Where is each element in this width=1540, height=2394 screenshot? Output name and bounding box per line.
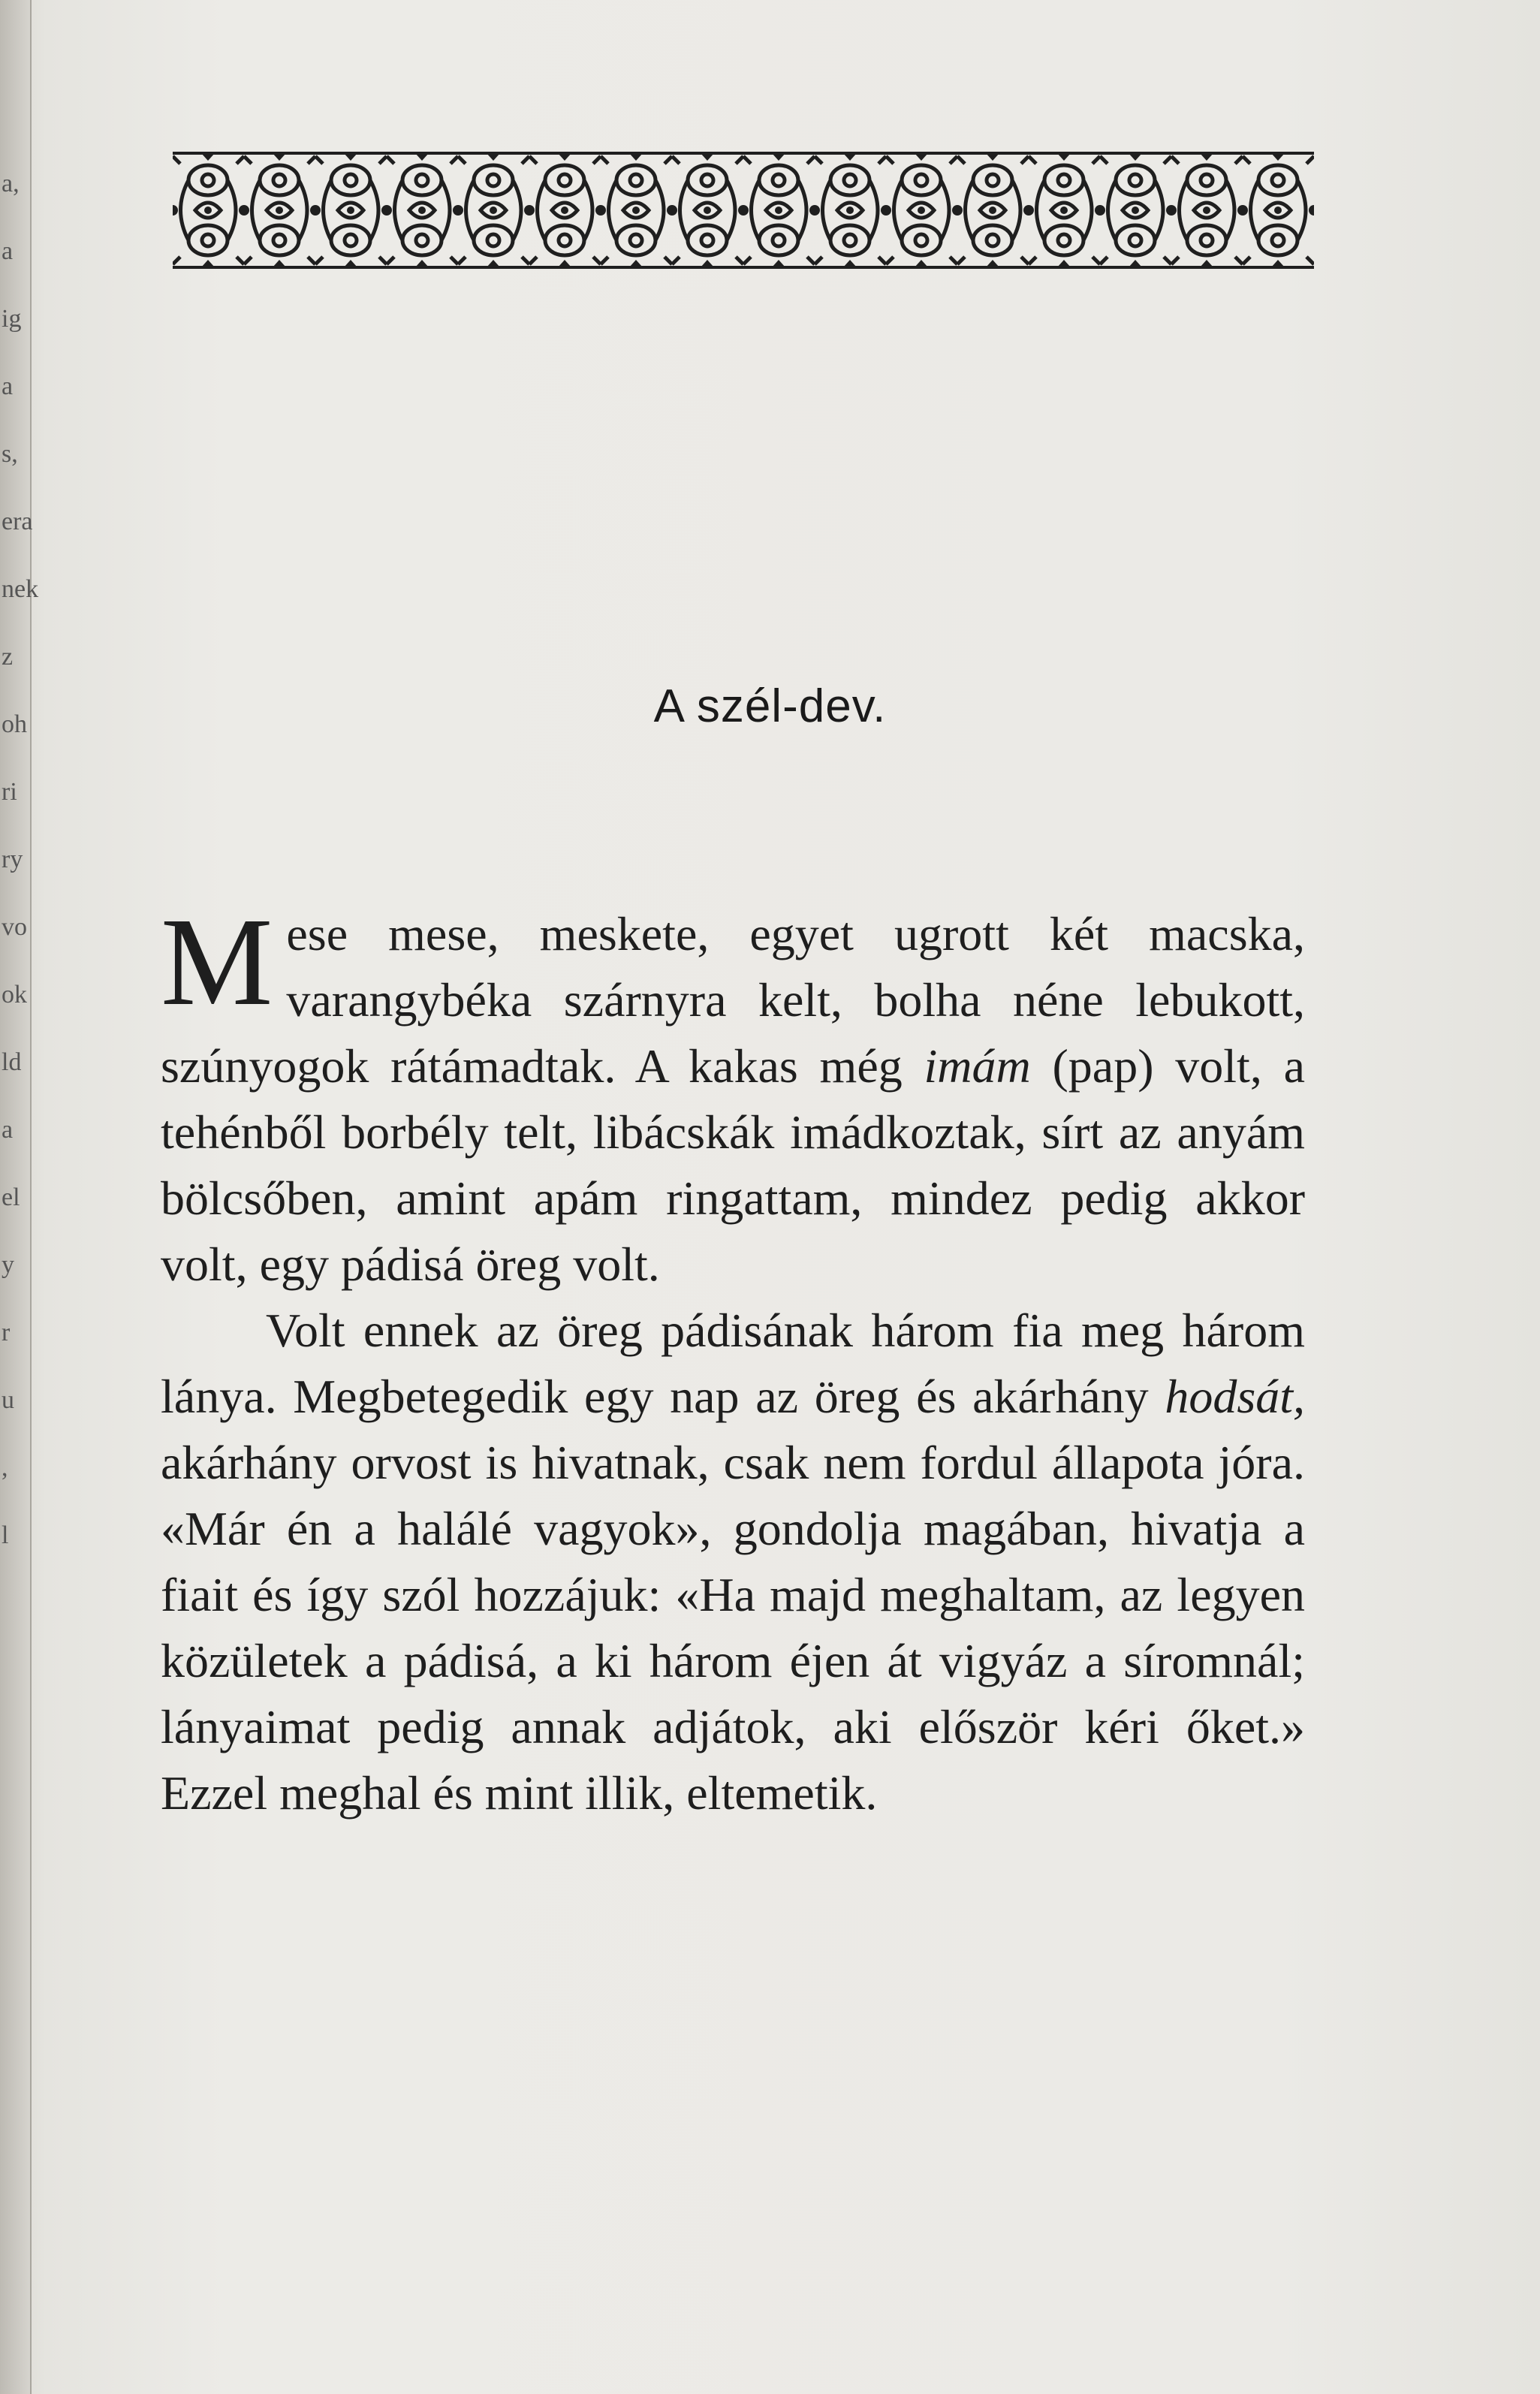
paragraph-2: Volt ennek az öreg pádisának három fia meg három lánya. Megbetegedik egy nap az öreg és akárhány hodsát, akárhány orvost is hivatnak, csak nem fordul állapota jóra. «Már én a halálé vagyok», gondolja magában, hivatja a fiait és így szól hozzájuk: «Ha majd meghaltam, az legyen közületek a pádisá, a ki három éjen át vigyáz a síromnál; lányaimat pedig annak adjátok, aki először kéri őket.» Ezzel meghal és mint illik, eltemetik. — [161, 1304, 1305, 1820]
drop-cap: M — [161, 892, 273, 1032]
chapter-title: A szél-dev. — [653, 680, 887, 732]
paragraph-1: Mese mese, meskete, egyet ugrott két macska, varangybéka szárnyra kelt, bolha néne lebukott, szúnyogok rátámadtak. A kakas még imám (pap) volt, a tehénből borbély telt, libácskák imádkoztak, sírt az anyám bölcsőben, amint apám ringattam, mindez pedig akkor volt, egy pádisá öreg volt. — [161, 892, 1305, 1291]
story-text — [161, 892, 1305, 1826]
italic-term: imám — [924, 1039, 1031, 1093]
adjacent-page-fragments: a, a ig a s, era nek z oh ri ry vo ok ld a el y r u , l — [2, 170, 39, 1549]
book-spine-edge — [0, 0, 39, 2394]
italic-term: hodsát, — [1165, 1370, 1305, 1423]
ornamental-header-band — [173, 150, 1314, 270]
